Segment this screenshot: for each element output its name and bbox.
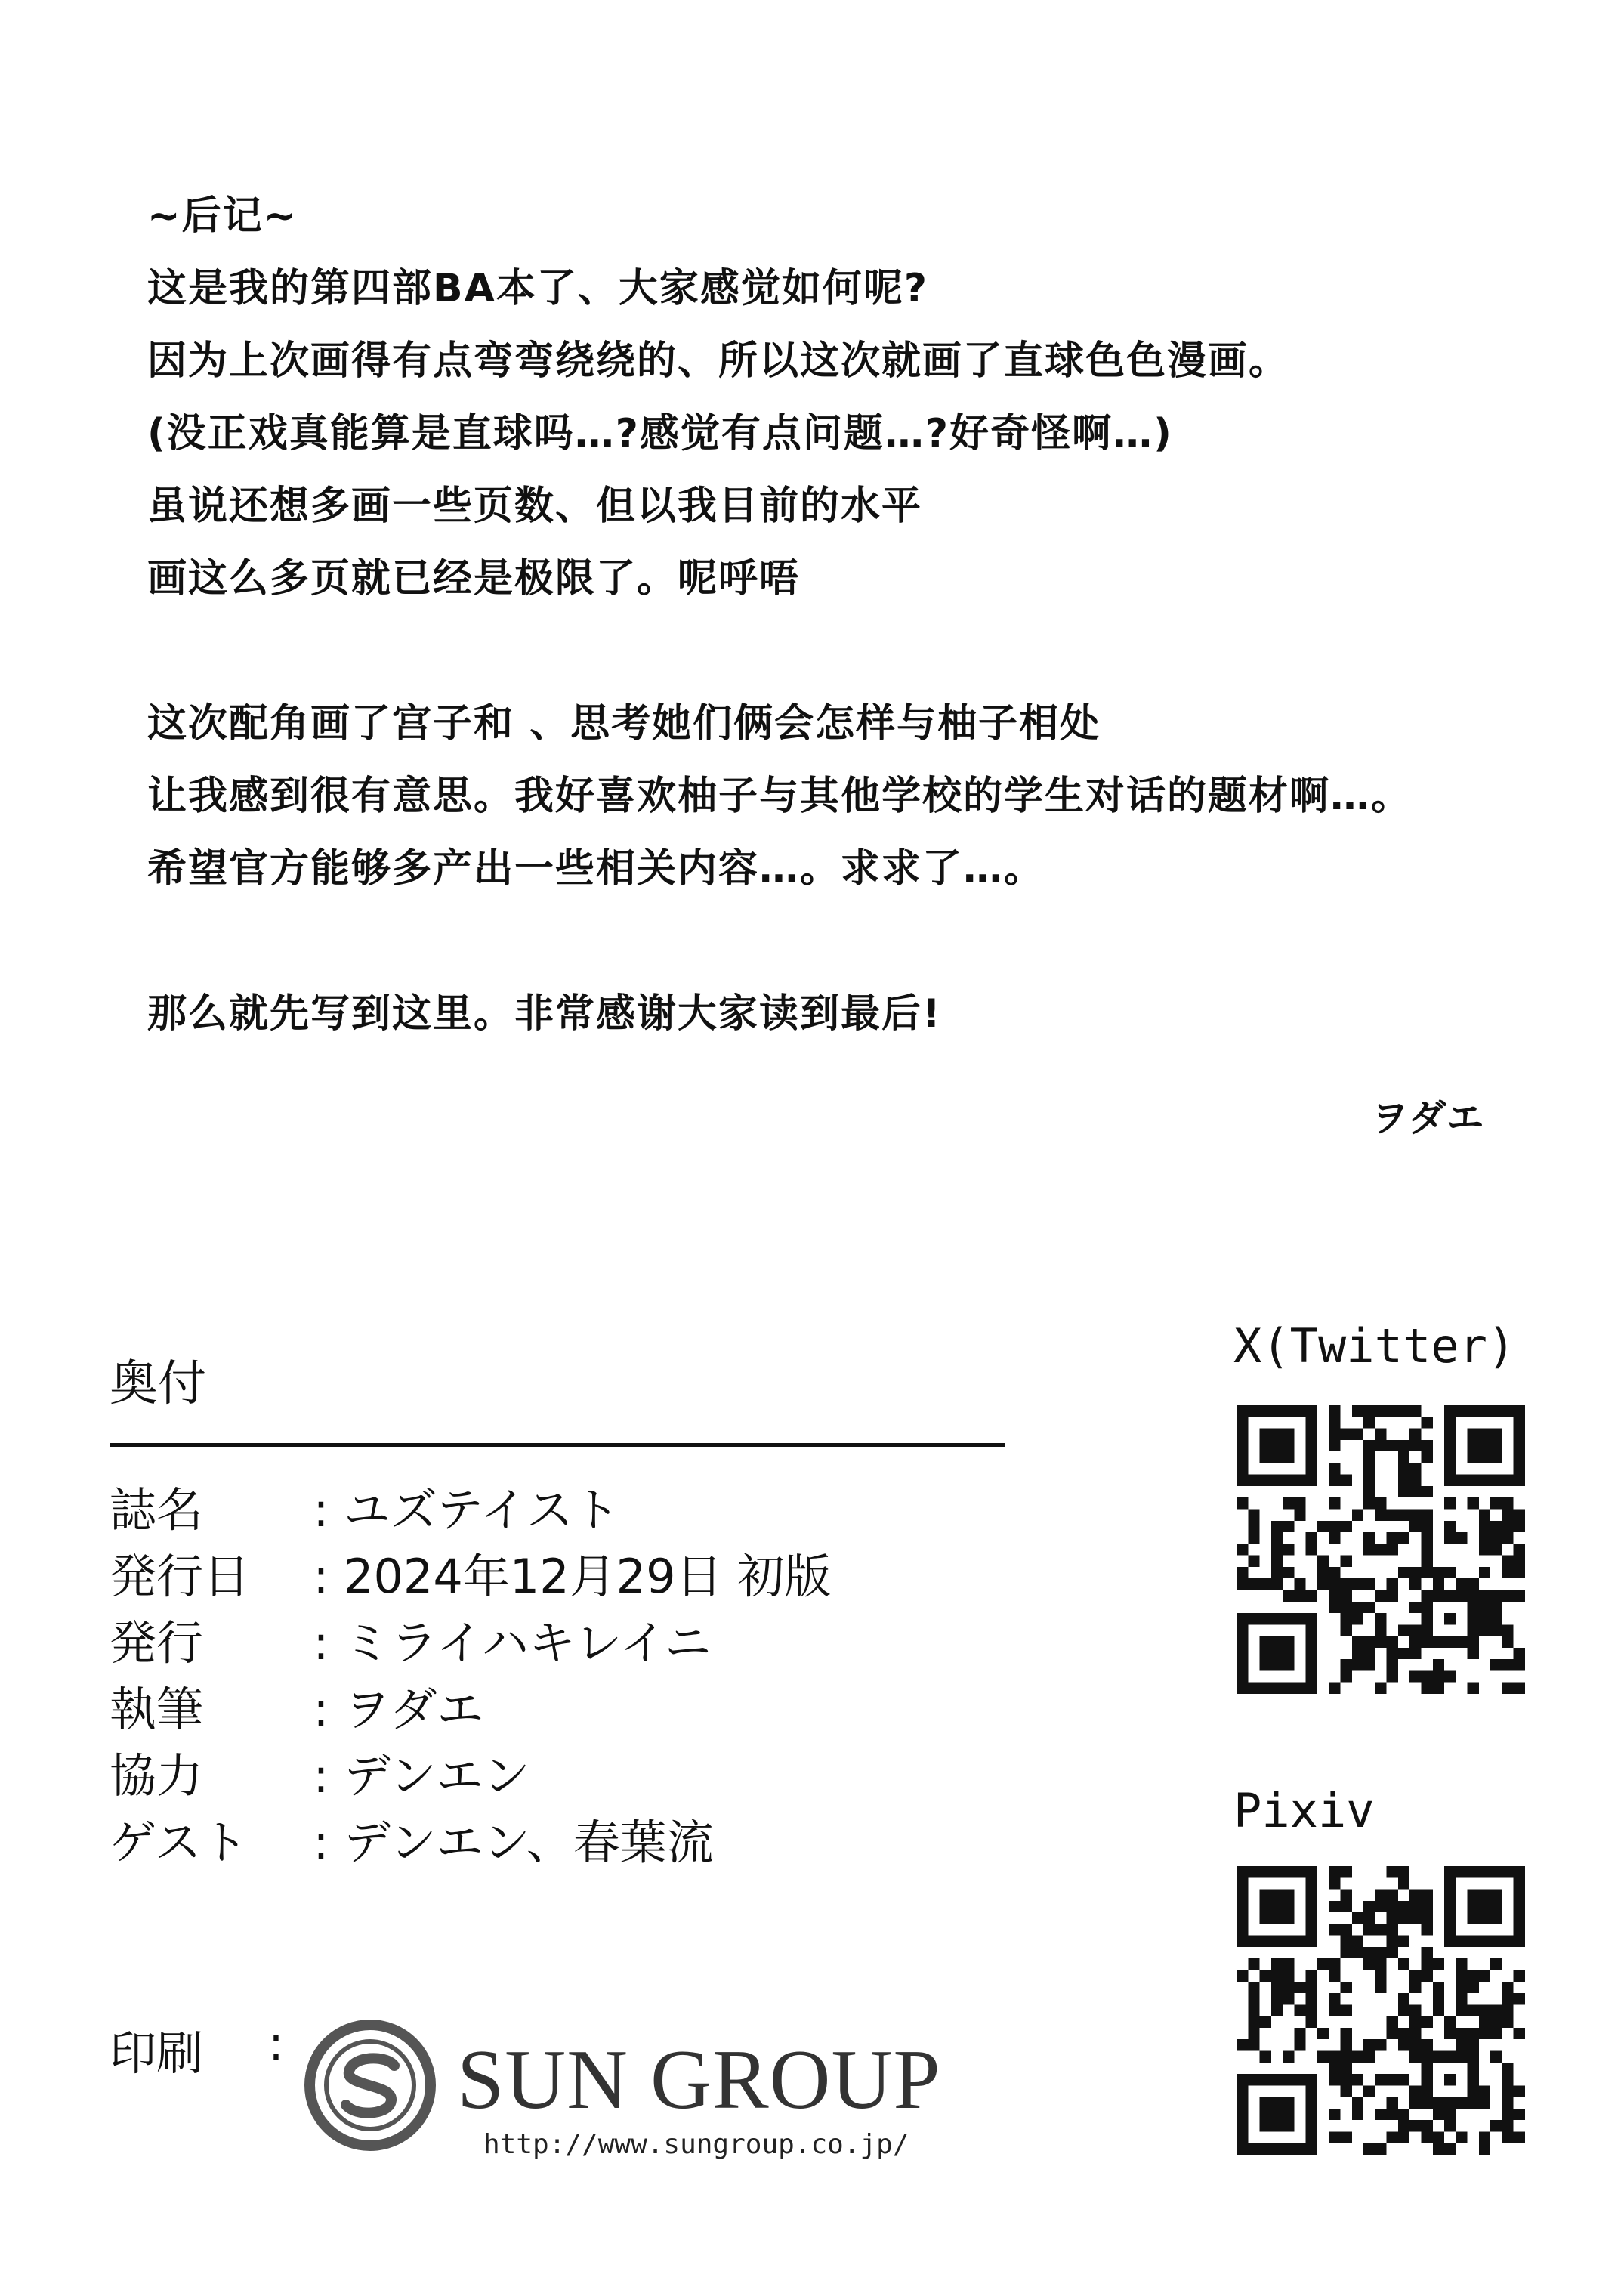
- colophon-label: 協力: [110, 1748, 204, 1803]
- afterword-line: 这是我的第四部BA本了、大家感觉如何呢?: [147, 266, 929, 311]
- afterword-line: 希望官方能够多产出一些相关内容…。求求了…。: [147, 846, 1045, 892]
- printer-name: SUN GROUP: [457, 2033, 941, 2127]
- printer-url: http://www.sungroup.co.jp/: [483, 2129, 909, 2160]
- colophon-label: 誌名: [110, 1482, 204, 1537]
- afterword-line: ~后记~: [147, 193, 298, 239]
- afterword-line: 因为上次画得有点弯弯绕绕的、所以这次就画了直球色色漫画。: [147, 338, 1290, 384]
- colophon-colon: :: [313, 1815, 329, 1870]
- colophon-value: デンエン: [344, 1748, 530, 1803]
- colophon-row: [110, 1610, 831, 1676]
- colophon-colon: :: [313, 1682, 329, 1737]
- print-label: 印刷: [110, 2026, 204, 2081]
- afterword-line: 那么就先写到这里。非常感谢大家读到最后!: [147, 991, 942, 1037]
- afterword-blank-line: [147, 615, 1582, 688]
- colophon-table: [110, 1477, 831, 1876]
- afterword-line: 这次配角画了宫子和 、思考她们俩会怎样与柚子相处: [147, 701, 1101, 746]
- colophon-value: デンエン、春葉流: [344, 1815, 714, 1870]
- colophon-value: 2024年12月29日 初版: [344, 1549, 832, 1604]
- colophon-title: 奥付: [110, 1356, 206, 1412]
- afterword-blank-line: [147, 905, 1582, 978]
- colophon-label: 発行: [110, 1615, 204, 1670]
- colophon-row: [110, 1544, 831, 1610]
- afterword: [147, 180, 1582, 1050]
- twitter-qr-code-icon: [1237, 1405, 1525, 1694]
- colophon-row: [110, 1743, 831, 1809]
- afterword-line: 虽说还想多画一些页数、但以我目前的水平: [147, 484, 923, 529]
- sun-group-logo-icon: [302, 2017, 438, 2153]
- twitter-label: X(Twitter): [1233, 1318, 1516, 1374]
- afterword-line: 让我感到很有意思。我好喜欢柚子与其他学校的学生对话的题材啊…。: [147, 774, 1413, 819]
- afterword-line: (没正戏真能算是直球吗…?感觉有点问题…?好奇怪啊…): [147, 411, 1173, 456]
- colophon-value: ユズテイスト: [344, 1482, 620, 1537]
- print-colon: :: [268, 2016, 284, 2071]
- colophon-colon: :: [313, 1482, 329, 1537]
- colophon-colon: :: [313, 1615, 329, 1670]
- colophon-value: ヲダエ: [344, 1682, 484, 1737]
- colophon-row: [110, 1809, 831, 1876]
- colophon-label: 発行日: [110, 1549, 251, 1604]
- pixiv-label: Pixiv: [1233, 1783, 1375, 1838]
- colophon-row: [110, 1477, 831, 1544]
- colophon-colon: :: [313, 1748, 329, 1803]
- colophon-label: 執筆: [110, 1682, 204, 1737]
- colophon-label: ゲスト: [110, 1815, 249, 1870]
- author-signature: ヲダエ: [1371, 1096, 1484, 1140]
- pixiv-qr-code-icon: [1237, 1866, 1525, 2155]
- afterword-line: 画这么多页就已经是极限了。呢呼唔: [147, 556, 801, 601]
- colophon-colon: :: [313, 1549, 329, 1604]
- colophon-value: ミライハキレイニ: [344, 1615, 712, 1670]
- colophon-row: [110, 1676, 831, 1743]
- colophon-divider: [110, 1443, 1005, 1447]
